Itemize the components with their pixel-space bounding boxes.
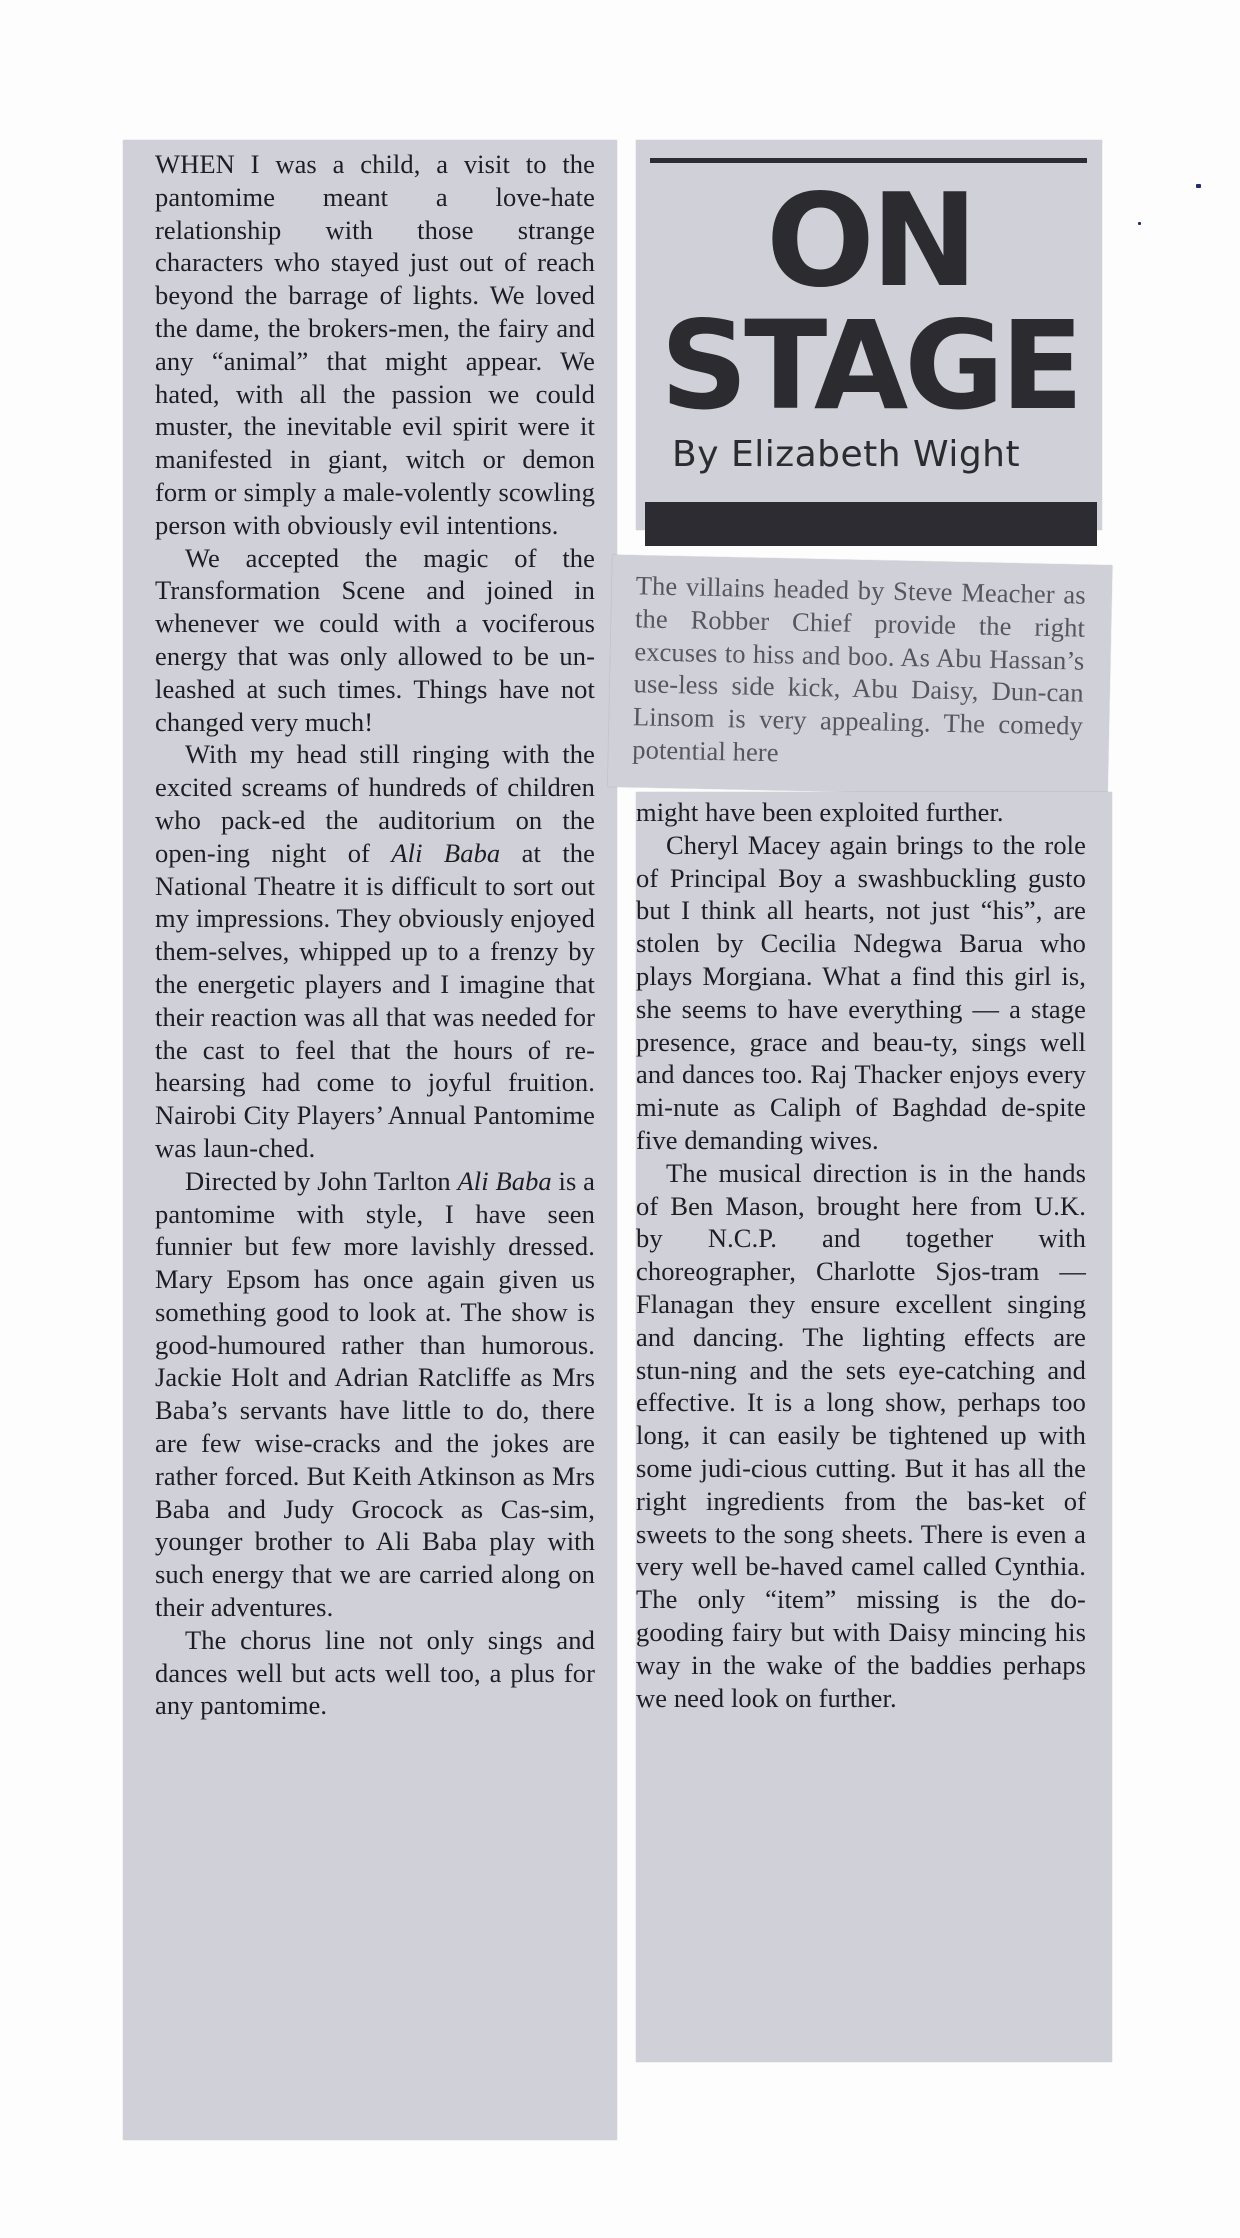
byline: By Elizabeth Wight — [672, 434, 1021, 475]
heading-bottom-bar — [645, 502, 1097, 546]
paragraph-4-lead: Directed by John Tarlton — [185, 1165, 451, 1196]
paragraph-7: Cheryl Macey again brings to the role of Principal Boy a swashbuckling gusto but I think all hearts, not just “his”, are stolen by Cecilia Ndegwa Barua who plays Morgiana. What a find this girl is, she seems to have everything — a stage presence, grace and beau-ty, sings well and dances too. Raj Thacker enjoys every mi-nute as Caliph of Baghdad de-spite five demanding wives. — [636, 829, 1086, 1155]
paragraph-3 — [155, 738, 595, 1164]
article-right-column — [636, 796, 1086, 1714]
paragraph-4-rest: is a pantomime with style, I have seen funnier but few more lavishly dressed. Mary Epsom has once again given us something good to look at. The show is good-humoured rather than humorous. Jackie Holt and Adrian Ratcliffe as Mrs Baba’s servants have little to do, there are few wise-cracks and the jokes are rather forced. But Keith Atkinson as Mrs Baba and Judy Grocock as Cas-sim, younger brother to Ali Baba play with such energy that we are carried along on their adventures. — [155, 1165, 596, 1623]
paragraph-3-lead: With my head still ringing with the excited screams of hundreds of children who pack-ed the auditorium on the open-ing night of — [155, 739, 595, 868]
paragraph-5: The chorus line not only sings and dances well but acts well too, a plus for any pantomime. — [155, 1624, 595, 1721]
paragraph-1: WHEN I was a child, a visit to the pantomime meant a love-hate relationship with those strange characters who stayed just out of reach beyond the barrage of lights. We loved the dame, the brokers-men, the fairy and any “animal” that might appear. We hated, with all the passion we could muster, the inevitable evil spirit were it manifested in giant, witch or demon form or simply a male-volently scowling person with obviously evil intentions. — [155, 149, 595, 540]
paragraph-6: might have been exploited further. — [636, 797, 1004, 827]
article-continuation — [632, 569, 1086, 775]
paragraph-4 — [155, 1165, 595, 1624]
show-title: Ali Baba — [457, 1165, 552, 1196]
show-title: Ali Baba — [391, 837, 501, 868]
heading-stage: STAGE — [660, 295, 1080, 437]
paragraph-3-rest: at the National Theatre it is difficult to sort out my impressions. They obviously enjoyed them-selves, whipped up to a frenzy by the energetic players and I imagine that their reaction was all that was needed for the cast to feel that the hours of re-hearsing had come to joyful fruition. Nairobi City Players’ Annual Pantomime was laun-ched. — [155, 837, 596, 1163]
ink-speck — [1138, 222, 1141, 225]
paragraph-8: The musical direction is in the hands of Ben Mason, brought here from U.K. by N.C.P. and together with choreographer, Charlotte Sjos-tram — Flanagan they ensure excellent singing and dancing. The lighting effects are stun-ning and the sets eye-catching and effective. It is a long show, perhaps too long, it can easily be tightened up with some judi-cious cutting. But it has all the right ingredients from the bas-ket of sweets to the song sheets. There is even a very well be-haved camel called Cynthia. The only “item” missing is the do-gooding fairy but with Daisy mincing his way in the wake of the baddies perhaps we need look on further. — [636, 1157, 1086, 1713]
article-left-column — [155, 148, 595, 1722]
ink-speck — [1196, 184, 1201, 188]
paragraph-continued: The villains headed by Steve Meacher as the Robber Chief provide the right excuses to hiss and boo. As Abu Hassan’s use-less side kick, Abu Daisy, Dun-can Linsom is very appealing. The comedy potential here — [632, 570, 1086, 768]
heading-on: ON — [766, 167, 974, 316]
heading-top-rule — [650, 158, 1087, 163]
paragraph-2: We accepted the magic of the Transformation Scene and joined in whenever we could with a vociferous energy that was only allowed to be un-leashed at such times. Things have not changed very much! — [155, 542, 595, 737]
